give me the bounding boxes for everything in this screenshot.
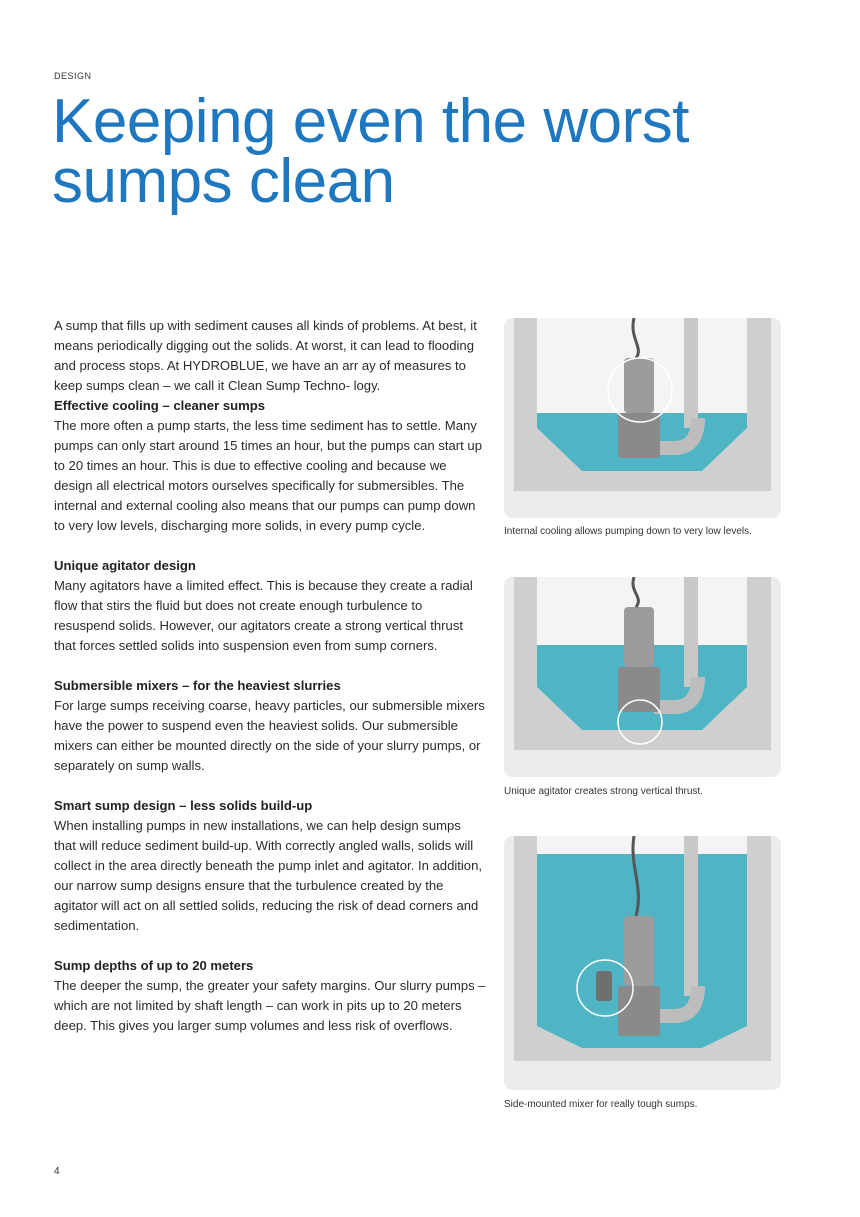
page-title-line-2: sumps clean: [52, 147, 395, 216]
page-title-line-1: Keeping even the worst: [52, 87, 689, 156]
body-text-column: [54, 316, 486, 1036]
figure-caption-2: Unique agitator creates strong vertical thrust.: [504, 786, 703, 797]
section-heading-sump-depth: Sump depths of up to 20 meters: [54, 958, 254, 973]
section-heading-cooling: Effective cooling – cleaner sumps: [54, 398, 266, 413]
intro-paragraph: A sump that fills up with sediment causes all kinds of problems. At best, it means periodically digging out the solids. At worst, it can lead to flooding and process stops. At HYDROBLUE, we have an arr ay of measures to keep sumps clean – we call it Clean Sump Techno- logy.: [54, 318, 477, 393]
section-text-cooling: The more often a pump starts, the less time sediment has to settle. Many pumps can only start around 15 times an hour, but the pumps can start up to 20 times an hour. This is due to effective cooling and because we design all electrical motors ourselves specifically for submersibles. The internal and external cooling also means that our pumps can pump down to very low levels, discharging more solids, in every pump cycle.: [54, 418, 482, 533]
section-heading-mixers: Submersible mixers – for the heaviest slurries: [54, 678, 341, 693]
section-text-mixers: For large sumps receiving coarse, heavy particles, our submersible mixers have the power to suspend even the heaviest solids. Our submersible mixers can either be mounted directly on the side of your slurry pumps, or separately on sump walls.: [54, 698, 485, 773]
page-title: [52, 87, 832, 216]
sump-illustration-2: [504, 577, 781, 777]
figure-internal-cooling: [504, 318, 781, 518]
section-label: DESIGN: [54, 71, 92, 81]
section-text-sump-design: When installing pumps in new installations, we can help design sumps that will reduce sediment build-up. With correctly angled walls, solids will collect in the area directly beneath the pump inlet and agitator. In addition, our narrow sump designs ensure that the turbulence created by the agitator will act on all settled solids, reducing the risk of dead corners and sedimentation.: [54, 818, 483, 933]
section-text-sump-depth: The deeper the sump, the greater your safety margins. Our slurry pumps – which are not limited by shaft length – can work in pits up to 20 meters deep. This gives you larger sump volumes and less risk of overflows.: [54, 978, 486, 1033]
sump-illustration-3: [504, 836, 781, 1090]
section-heading-agitator: Unique agitator design: [54, 558, 196, 573]
page-number: 4: [54, 1166, 60, 1177]
figure-agitator: [504, 577, 781, 777]
section-heading-sump-design: Smart sump design – less solids build-up: [54, 798, 313, 813]
figure-side-mixer: [504, 836, 781, 1090]
figure-caption-1: Internal cooling allows pumping down to very low levels.: [504, 526, 752, 537]
section-text-agitator: Many agitators have a limited effect. This is because they create a radial flow that stirs the fluid but does not create enough turbulence to resuspend solids. However, our agitators create a strong vertical thrust that forces settled solids into suspension even from sump corners.: [54, 578, 473, 653]
figure-caption-3: Side-mounted mixer for really tough sumps.: [504, 1099, 698, 1110]
sump-illustration-1: [504, 318, 781, 518]
